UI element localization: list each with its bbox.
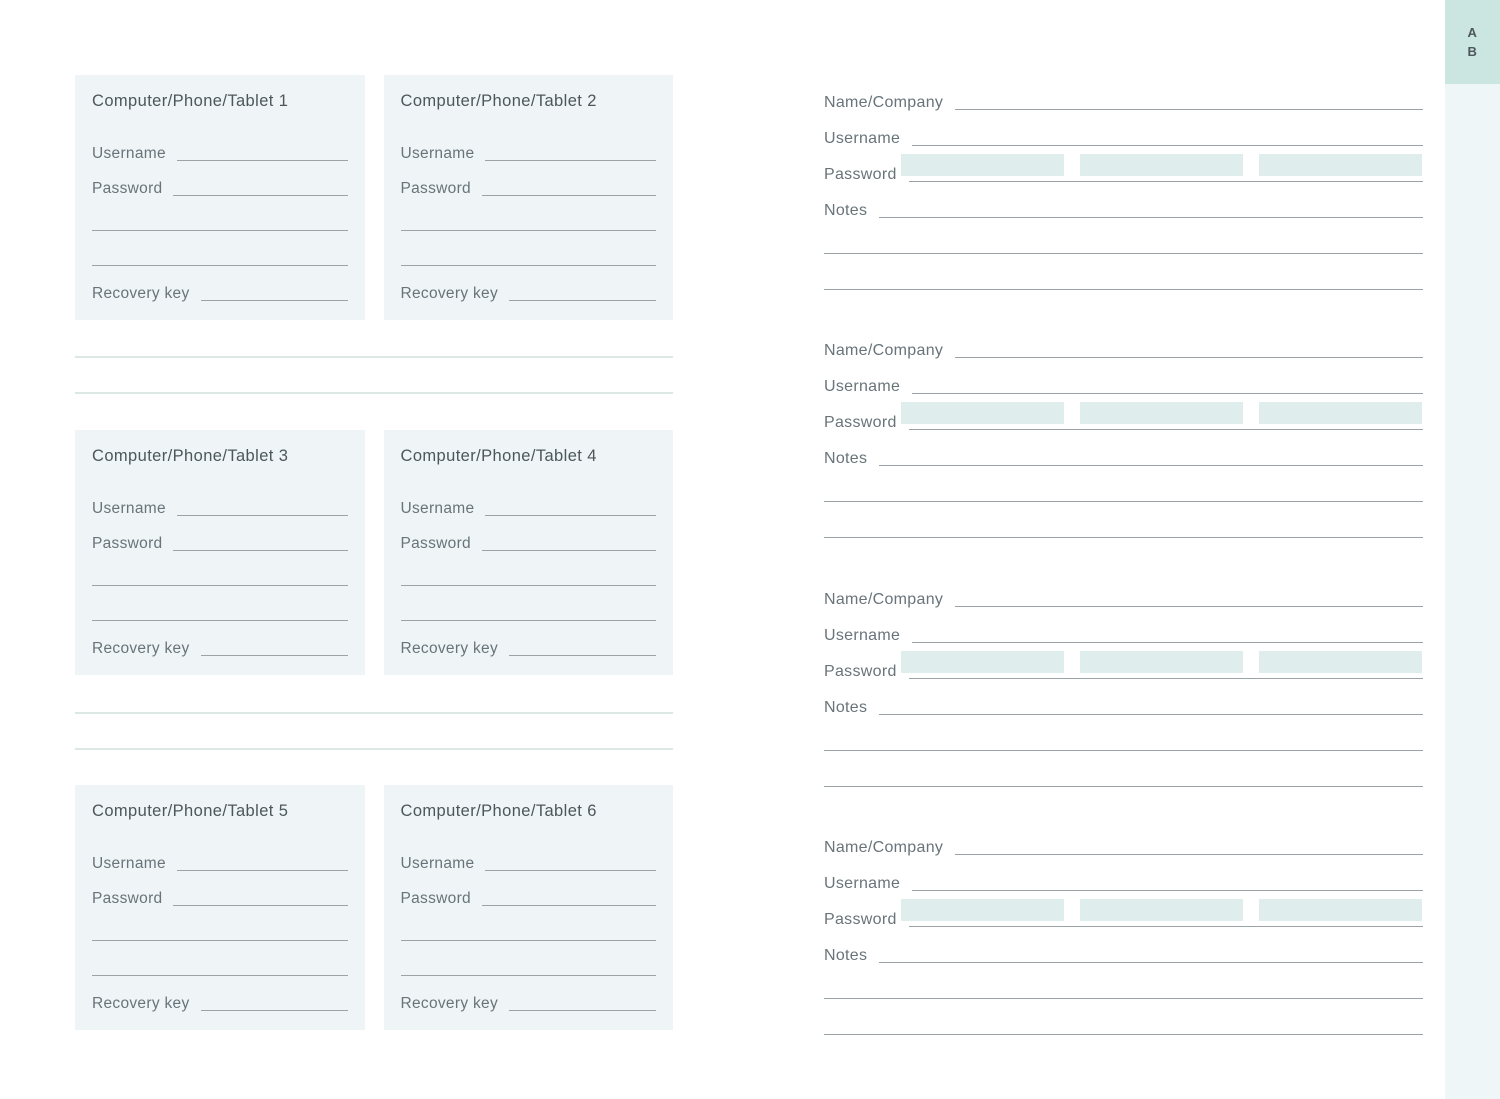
password-line	[909, 926, 1423, 927]
username-label: Username	[824, 626, 901, 644]
name-company-label: Name/Company	[824, 341, 944, 359]
page-edge-strip	[1445, 0, 1500, 1099]
device-card-4	[384, 430, 674, 675]
row-divider-line	[75, 356, 673, 358]
notes-line	[879, 714, 1423, 715]
blank-line	[92, 265, 348, 266]
recovery-key-label: Recovery key	[92, 285, 190, 303]
password-label: Password	[824, 910, 897, 928]
password-highlight-box	[901, 651, 1064, 673]
password-label: Password	[824, 165, 897, 183]
recovery-key-label: Recovery key	[400, 285, 498, 303]
password-line	[173, 550, 347, 551]
username-label: Username	[824, 874, 901, 892]
username-line	[177, 515, 348, 516]
password-label: Password	[824, 413, 897, 431]
password-line	[909, 429, 1423, 430]
password-highlight-boxes	[901, 402, 1422, 424]
blank-line	[824, 750, 1423, 751]
blank-line	[401, 585, 657, 586]
blank-line	[824, 537, 1423, 538]
recovery-key-label: Recovery key	[92, 640, 190, 658]
password-line	[482, 905, 656, 906]
password-line	[909, 678, 1423, 679]
password-highlight-box	[901, 899, 1064, 921]
username-line	[177, 160, 348, 161]
username-line	[912, 145, 1423, 146]
blank-line	[824, 1034, 1423, 1035]
blank-line	[824, 786, 1423, 787]
password-label: Password	[400, 890, 471, 908]
password-line	[173, 905, 347, 906]
name-company-line	[955, 854, 1423, 855]
password-highlight-boxes	[901, 154, 1422, 176]
username-line	[912, 642, 1423, 643]
card-title: Computer/Phone/Tablet 3	[92, 447, 289, 465]
account-section-1	[824, 76, 1423, 292]
username-label: Username	[92, 500, 166, 518]
password-highlight-box	[901, 154, 1064, 176]
username-line	[912, 393, 1423, 394]
device-card-6	[384, 785, 674, 1030]
blank-line	[401, 265, 657, 266]
password-highlight-boxes	[901, 899, 1422, 921]
notes-line	[879, 217, 1423, 218]
row-divider-line	[75, 392, 673, 394]
blank-line	[401, 620, 657, 621]
username-label: Username	[824, 377, 901, 395]
device-card-1	[75, 75, 365, 320]
password-label: Password	[92, 535, 163, 553]
row-divider-line	[75, 712, 673, 714]
password-highlight-box	[1080, 899, 1243, 921]
card-title: Computer/Phone/Tablet 5	[92, 802, 289, 820]
recovery-key-line	[509, 300, 656, 301]
notes-line	[879, 962, 1423, 963]
name-company-label: Name/Company	[824, 590, 944, 608]
card-title: Computer/Phone/Tablet 6	[400, 802, 597, 820]
blank-line	[824, 998, 1423, 999]
blank-line	[92, 230, 348, 231]
card-row-1	[75, 75, 673, 320]
notes-label: Notes	[824, 201, 868, 219]
password-line	[173, 195, 347, 196]
device-card-2	[384, 75, 674, 320]
recovery-key-line	[201, 300, 348, 301]
row-divider-line	[75, 748, 673, 750]
device-card-5	[75, 785, 365, 1030]
password-label: Password	[400, 535, 471, 553]
password-label: Password	[400, 180, 471, 198]
account-section-2	[824, 324, 1423, 540]
username-label: Username	[824, 129, 901, 147]
blank-line	[824, 289, 1423, 290]
name-company-label: Name/Company	[824, 93, 944, 111]
username-line	[177, 870, 348, 871]
password-label: Password	[92, 890, 163, 908]
password-line	[909, 181, 1423, 182]
recovery-key-line	[509, 1010, 656, 1011]
card-title: Computer/Phone/Tablet 2	[400, 92, 597, 110]
name-company-label: Name/Company	[824, 838, 944, 856]
password-highlight-box	[1259, 651, 1422, 673]
password-label: Password	[824, 662, 897, 680]
blank-line	[92, 585, 348, 586]
name-company-line	[955, 357, 1423, 358]
blank-line	[401, 975, 657, 976]
username-line	[485, 160, 656, 161]
username-line	[485, 515, 656, 516]
tab-letter-b: B	[1467, 44, 1478, 59]
password-line	[482, 550, 656, 551]
name-company-line	[955, 606, 1423, 607]
password-highlight-boxes	[901, 651, 1422, 673]
device-card-3	[75, 430, 365, 675]
card-title: Computer/Phone/Tablet 4	[400, 447, 597, 465]
tab-letter-a: A	[1467, 24, 1478, 40]
account-section-4	[824, 821, 1423, 1037]
blank-line	[824, 501, 1423, 502]
blank-line	[401, 230, 657, 231]
recovery-key-line	[201, 655, 348, 656]
password-label: Password	[92, 180, 163, 198]
username-label: Username	[400, 855, 475, 873]
blank-line	[92, 620, 348, 621]
password-highlight-box	[1080, 651, 1243, 673]
blank-line	[824, 253, 1423, 254]
blank-line	[401, 940, 657, 941]
username-label: Username	[92, 855, 166, 873]
password-highlight-box	[1259, 154, 1422, 176]
username-label: Username	[400, 500, 475, 518]
recovery-key-label: Recovery key	[92, 995, 190, 1013]
password-line	[482, 195, 656, 196]
card-row-3	[75, 785, 673, 1030]
username-label: Username	[92, 145, 166, 163]
name-company-line	[955, 109, 1423, 110]
notes-label: Notes	[824, 698, 868, 716]
blank-line	[92, 940, 348, 941]
password-highlight-box	[1259, 402, 1422, 424]
username-label: Username	[400, 145, 475, 163]
card-title: Computer/Phone/Tablet 1	[92, 92, 289, 110]
blank-line	[92, 975, 348, 976]
notes-line	[879, 465, 1423, 466]
password-highlight-box	[901, 402, 1064, 424]
username-line	[912, 890, 1423, 891]
recovery-key-line	[509, 655, 656, 656]
recovery-key-line	[201, 1010, 348, 1011]
account-section-3	[824, 573, 1423, 789]
recovery-key-label: Recovery key	[400, 995, 498, 1013]
password-highlight-box	[1080, 402, 1243, 424]
password-highlight-box	[1080, 154, 1243, 176]
alphabet-tab-ab	[1445, 0, 1500, 84]
recovery-key-label: Recovery key	[400, 640, 498, 658]
card-row-2	[75, 430, 673, 675]
notes-label: Notes	[824, 449, 868, 467]
username-line	[485, 870, 656, 871]
notes-label: Notes	[824, 946, 868, 964]
password-highlight-box	[1259, 899, 1422, 921]
